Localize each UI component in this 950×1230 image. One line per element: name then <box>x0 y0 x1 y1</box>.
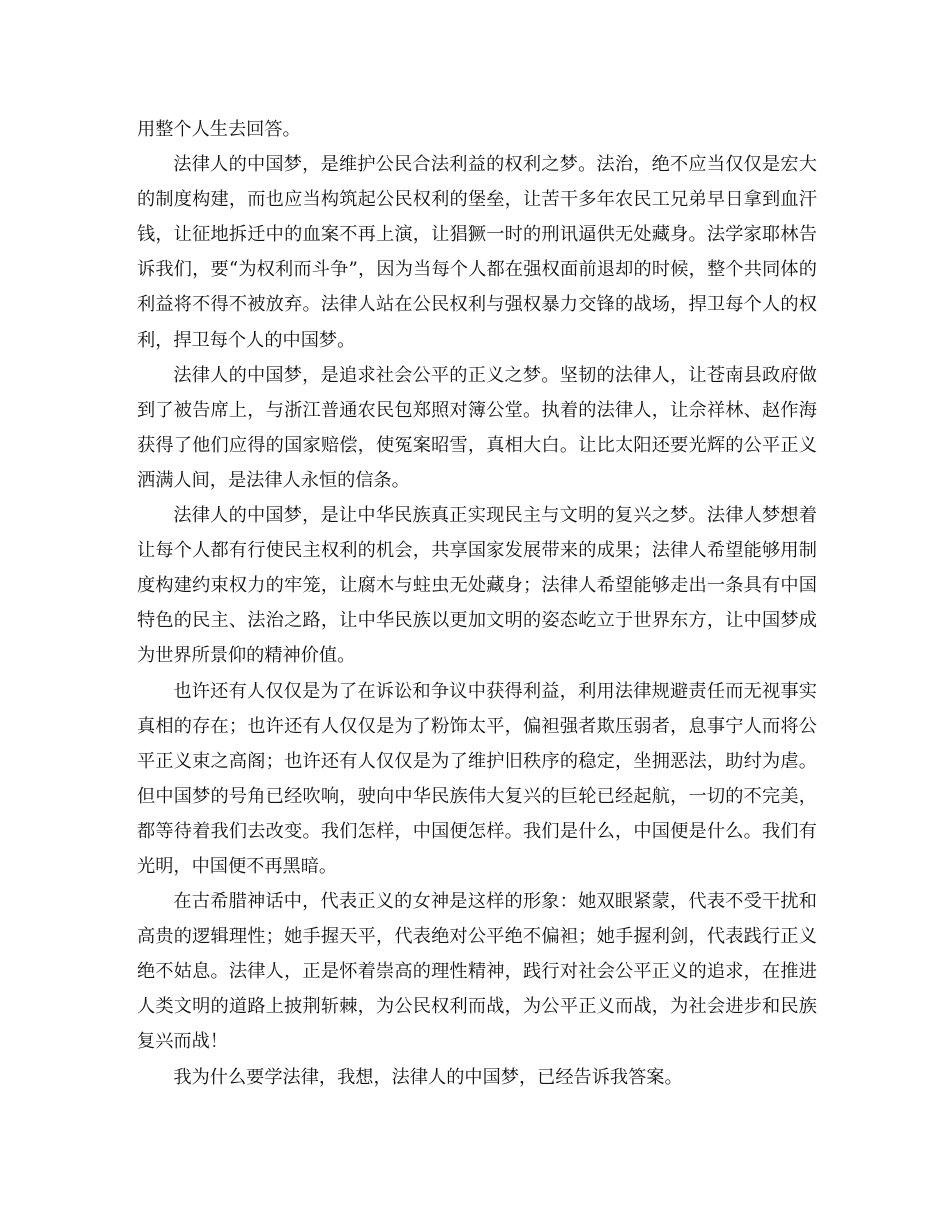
paragraph-justice-dream: 法律人的中国梦，是追求社会公平的正义之梦。坚韧的法律人，让苍南县政府做到了被告席上，与浙江普通农民包郑照对簿公堂。执着的法律人，让佘祥林、赵作海获得了他们应得的国家赔偿，使冤案昭雪，真相大白。让比太阳还要光辉的公平正义洒满人间，是法律人永恒的信条。 <box>137 364 817 491</box>
document-page <box>137 112 817 1095</box>
paragraph-greek-goddess: 在古希腊神话中，代表正义的女神是这样的形象：她双眼紧蒙，代表不受干扰和高贵的逻辑理性；她手握天平，代表绝对公平绝不偏袒；她手握利剑，代表践行正义绝不姑息。法律人，正是怀着崇高的理性精神，践行对社会公平正义的追求，在推进人类文明的道路上披荆斩棘，为公民权利而战，为公平正义而战，为社会进步和民族复兴而战！ <box>137 891 817 1053</box>
paragraph-conclusion: 我为什么要学法律，我想，法律人的中国梦，已经告诉我答案。 <box>173 1066 683 1088</box>
paragraph-maybe-others: 也许还有人仅仅是为了在诉讼和争议中获得利益，利用法律规避责任而无视事实真相的存在；也许还有人仅仅是为了粉饰太平，偏袒强者欺压弱者，息事宁人而将公平正义束之高阁；也许还有人仅仅是为了维护旧秩序的稳定，坐拥恶法，助纣为虐。但中国梦的号角已经吹响，驶向中华民族伟大复兴的巨轮已经起航，一切的不完美，都等待着我们去改变。我们怎样，中国便怎样。我们是什么，中国便是什么。我们有光明，中国便不再黑暗。 <box>137 680 817 877</box>
paragraph-continuation: 用整个人生去回答。 <box>137 119 301 140</box>
paragraph-rights-dream: 法律人的中国梦，是维护公民合法利益的权利之梦。法治，绝不应当仅仅是宏大的制度构建，而也应当构筑起公民权利的堡垒，让苦干多年农民工兄弟早日拿到血汗钱，让征地拆迁中的血案不再上演，让猖獗一时的刑讯逼供无处藏身。法学家耶林告诉我们，要“为权利而斗争”，因为当每个人都在强权面前退却的时候，整个共同体的利益将不得不被放弃。法律人站在公民权利与强权暴力交锋的战场，捍卫每个人的权利，捍卫每个人的中国梦。 <box>137 154 817 351</box>
paragraph-revival-dream: 法律人的中国梦，是让中华民族真正实现民主与文明的复兴之梦。法律人梦想着让每个人都有行使民主权利的机会，共享国家发展带来的成果；法律人希望能够用制度构建约束权力的牢笼，让腐木与蛀虫无处藏身；法律人希望能够走出一条具有中国特色的民主、法治之路，让中华民族以更加文明的姿态屹立于世界东方，让中国梦成为世界所景仰的精神价值。 <box>137 505 817 667</box>
